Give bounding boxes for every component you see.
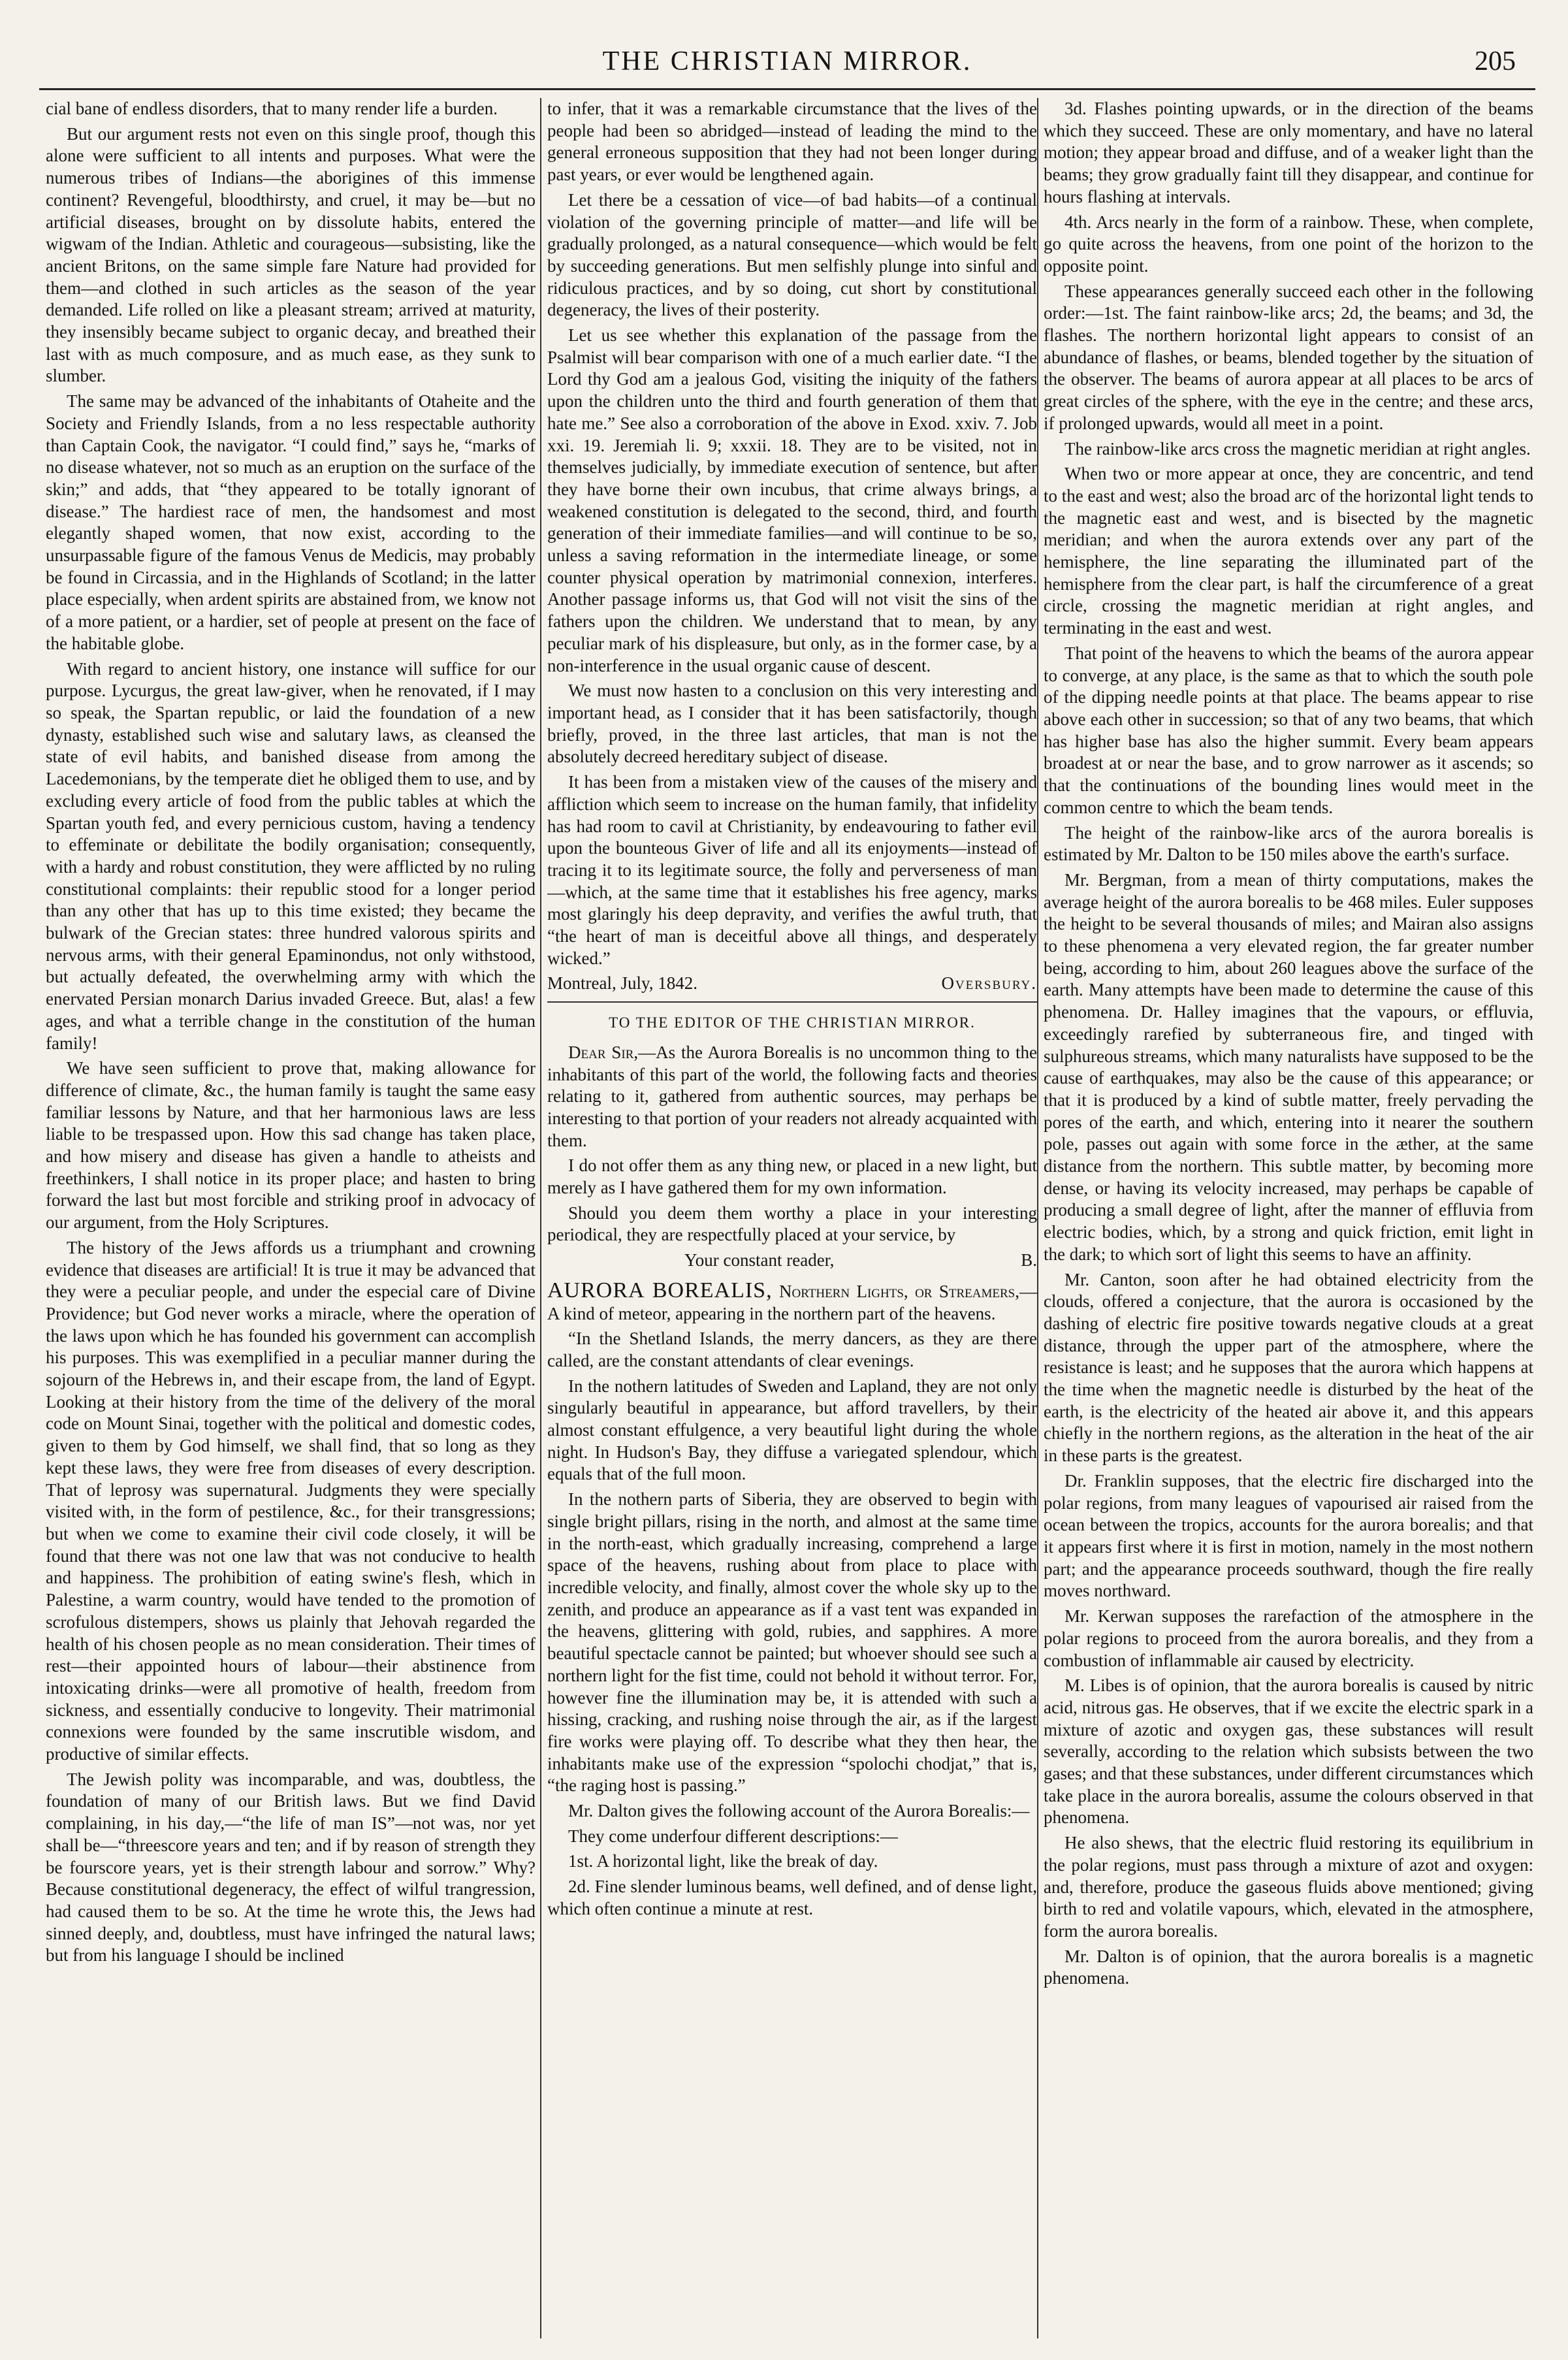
paragraph: Mr. Canton, soon after he had obtained electricity from the clouds, offered a conjecture, that the aurora is occasioned by the dashing of electric fire positive towards negative clouds at a great distance, through the upper part of the atmosphere, where the resistance is least; and he supposes that the aurora which happens at the time when the magnetic needle is disturbed by the heat of the earth, is the electricity of the heated air above it, and this appears chiefly in the northern regions, as the alteration in the heat of the air in these parts is the greatest.: [1044, 1269, 1533, 1466]
entry-heading: [547, 1280, 1037, 1325]
author-signature: Oversbury.: [941, 973, 1037, 994]
entry-paragraph: “In the Shetland Islands, the merry dancers, as they are there called, are the constant attendants of clear evenings.: [547, 1329, 1037, 1370]
column-left: [46, 98, 536, 2332]
entry-paragraph: In the nothern latitudes of Sweden and Lapland, they are not only singularly beautiful in appearance, but afford travellers, by their almost constant effulgence, a very beautiful light during the whole night. In Hudson's Bay, they diffuse a variegated splendour, which equals that of the full moon.: [547, 1376, 1037, 1484]
column-divider: [540, 98, 541, 2338]
paragraph: The history of the Jews affords us a triumphant and crowning evidence that diseases are artificial! It is true it may be advanced that they were a peculiar people, and under the especial care of Divine Providence; but God never works a miracle, where the operation of the laws upon which he has founded his government can accomplish his purposes. This was exemplified in a peculiar manner during the sojourn of the Hebrews in, and their escape from, the land of Egypt. Looking at their history from the time of the delivery of the moral code on Mount Sinai, together with the political and domestic codes, given to them by God himself, we shall find, that so long as they kept these laws, they were free from diseases of every description. That of leprosy was supernatural. Judgments they were specially visited with, in the form of pestilence, &c., for their transgressions; but when we come to examine their civil code closely, it will be found that there was not one law that was not conducive to health and happiness. The prohibition of eating swine's flesh, which in Palestine, a warm country, would have tended to the promotion of scrofulous distempers, shows us plainly that Jehovah regarded the health of his chosen people as no mean consideration. Their times of rest—their appointed hours of labour—their abstinence from intoxicating drinks—were all promotive of health, freedom from sickness, and essentially conducive to longevity. Their matrimonial connexions were founded by the same inscrutible wisdom, and productive of similar effects.: [46, 1237, 536, 1764]
entry-definition: —A kind of meteor, appearing in the northern part of the heavens.: [547, 1281, 1037, 1323]
descriptions-intro: They come underfour different descriptions:—: [568, 1826, 898, 1846]
letter-text: —As the Aurora Borealis is no uncommon thing to the inhabitants of this part of the world, the following facts and theories relating to it, gathered from authentic sources, may perhaps be interesting to that portion of your readers not already acquainted with them.: [547, 1042, 1037, 1150]
letter-paragraph: I do not offer them as any thing new, or placed in a new light, but merely as I have gathered them for my own information.: [547, 1156, 1037, 1198]
description-item: 1st. A horizontal light, like the break of day.: [568, 1851, 878, 1871]
paragraph: With regard to ancient history, one instance will suffice for our purpose. Lycurgus, the great law-giver, when he renovated, if I may so speak, the Spartan republic, or laid the foundation of a new dynasty, established such wise and salutary laws, as cleansed the state of evil habits, and banished disease from among the Lacedemonians, by the temperate diet he obliged them to use, and by excluding every article of food from the public tables at which the Spartan youth fed, and every pernicious custom, having a tendency to effeminate or debilitate the bodily organisation; consequently, with a hardy and robust constitution, they were afflicted by no ruling constitutional complaints: their republic stood for a longer period than any other that has up to this time existed; they became the bulwark of the Grecian states: three hundred valorous spirits and nervous arms, with their general Epaminondus, not only withstood, but actually defeated, the overwhelming army with which the enervated Persian monarch Darius invaded Greece. But, alas! a few ages, and what a terrible change in the constitution of the human family!: [46, 658, 536, 1053]
letter-paragraph: [547, 1042, 1037, 1152]
letter-signature: B.: [1021, 1250, 1037, 1270]
entry-alt-names: Northern Lights, or Streamers,: [779, 1281, 1019, 1301]
paragraph: M. Libes is of opinion, that the aurora borealis is caused by nitric acid, nitrous gas. He observes, that if we excite the electric spark in a mixture of azotic and oxygen gas, these substances will result severally, according to the relation which subsists between the two gases; and that these substances, under different circumstances which take place in the aurora borealis, assume the colours observed in that phenomena.: [1044, 1675, 1533, 1828]
paragraph: 3d. Flashes pointing upwards, or in the direction of the beams which they succeed. These are only momentary, and have no lateral motion; they appear broad and diffuse, and of a weaker light than the beams; they grow gradually faint till they disappear, and continue for hours flashing at intervals.: [1044, 99, 1533, 206]
description-item: 2d. Fine slender luminous beams, well defined, and of dense light, which often continue a minute at rest.: [547, 1877, 1037, 1918]
letter-heading: TO THE EDITOR OF THE CHRISTIAN MIRROR.: [609, 1014, 976, 1031]
paragraph: Let us see whether this explanation of the passage from the Psalmist will bear comparison with one of a much earlier date. “I the Lord thy God am a jealous God, visiting the iniquity of the fathers upon the children unto the third and fourth generation of them that hate me.” See also a corroboration of the above in Exod. xxiv. 7. Job xxi. 19. Jeremiah li. 9; xxxii. 18. They are to be visited, not in themselves judicially, by immediate execution of sentence, but after they have borne their own incubus, that crime always brings, a weakened constitution is delegated to the second, third, and fourth generation of their immediate families—and will continue to be so, unless a saving reformation in the intermediate lineage, or some counter physical operation by matrimonial connexion, interferes. Another passage informs us, that God will not visit the sins of the fathers upon the children. We understand that to mean, by any peculiar mark of his displeasure, but only, as in the former case, by a non-interference in the usual organic cause of descent.: [547, 325, 1037, 675]
paragraph: Dr. Franklin supposes, that the electric fire discharged into the polar regions, from many leagues of vapourised air raised from the ocean between the tropics, accounts for the aurora borealis; and that it appears first where it is first in motion, namely in the most nothern part; and the appearance proceeds southward, though the fire really moves northward.: [1044, 1470, 1533, 1601]
paragraph: The same may be advanced of the inhabitants of Otaheite and the Society and Friendly Islands, from a no less respectable authority than Captain Cook, the navigator. “I could find,” says he, “marks of no disease whatever, not so much as an eruption on the surface of the skin;” and adds, that “they appeared to be totally ignorant of disease.” The hardiest race of men, the handsomest and most elegantly shaped women, that now exist, according to the unsurpassable figure of the famous Venus de Medicis, may probably be found in Circassia, and in the Highlands of Scotland; in the latter place especially, when ardent spirits are abstained from, we know not of a more patient, or a hardier, set of people at present on the face of the habitable globe.: [46, 391, 536, 653]
running-head: [46, 46, 1529, 91]
section-rule: [547, 1001, 1037, 1003]
paragraph: Mr. Bergman, from a mean of thirty computations, makes the average height of the aurora borealis to be 468 miles. Euler supposes the height to be several thousands of miles; and Mairan also assigns to these phenomena a very elevated region, the far greater number being, according to him, about 260 leagues above the surface of the earth. Many attempts have been made to determine the cause of this phenomena. Dr. Halley imagines that the vapours, or effluvia, exceedingly rarefied by subterraneous fire, and tinged with sulphureous streams, which many naturalists have supposed to be the cause of earthquakes, may also be the cause of this appearance; or that it is produced by a kind of subtle matter, freely pervading the pores of the earth, and which, entering into it nearer the southern pole, passes out again with some force in the æther, at the same distance from the northern. This subtle matter, by becoming more dense, or having its velocity increased, may perhaps be capable of producing a small degree of light, after the manner of effluvia from electric bodies, which, by a strong and quick friction, emit light in the dark; to which sort of light this seems to have an affinity.: [1044, 869, 1533, 1264]
paragraph: That point of the heavens to which the beams of the aurora appear to converge, at any place, is the same as that to which the south pole of the dipping needle points at that place. The beams appear to rise above each other in succession; so that of any two beams, that which has higher base has also the higher summit. Every beam appears broadest at or near the base, and to grow narrower as it ascends; so that the continuations of the bounding lines would meet in the common centre to which the beam tends.: [1044, 643, 1533, 817]
entry-paragraph: Mr. Dalton gives the following account of the Aurora Borealis:—: [568, 1801, 1030, 1821]
letter-greeting: Dear Sir,: [568, 1042, 639, 1062]
closing-text: Your constant reader,: [684, 1250, 835, 1270]
paragraph: We have seen sufficient to prove that, making allowance for difference of climate, &c., the human family is taught the same easy familiar lessons by Nature, and that her harmonious laws are less liable to be trespassed upon. How this sad change has taken place, and how misery and disease has given a handle to atheists and freethinkers, I shall notice in its proper place; and hasten to bring forward the last but most forcible and striking proof in advocacy of our argument, from the Holy Scriptures.: [46, 1058, 536, 1233]
paragraph: cial bane of endless disorders, that to many render life a burden.: [46, 99, 498, 118]
entry-paragraph: In the nothern parts of Siberia, they are observed to begin with single bright pillars, rising in the north, and almost at the same time in the north-east, which gradually increasing, comprehend a large space of the heavens, rushing about from place to place with incredible velocity, and finally, almost cover the whole sky up to the zenith, and produce an appearance as if a vast tent was expanded in the heavens, glittering with gold, rubies, and sapphires. A more beautiful spectacle cannot be painted; but whoever should see such a northern light for the fist time, could not behold it without terror. For, however fine the illumination may be, it is attended with such a hissing, cracking, and rushing noise through the air, as if the largest fire works were playing off. To describe what they then hear, the inhabitants make use of the expression “spolochi chodjat,” that is, “the raging host is passing.”: [547, 1489, 1037, 1796]
running-title: THE CHRISTIAN MIRROR.: [602, 46, 972, 76]
paragraph: Let there be a cessation of vice—of bad habits—of a continual violation of the governing principle of matter—and life will be gradually prolonged, as a natural consequence—which would be felt by succeeding generations. But men selfishly plunge into sinful and ridiculous practices, and by so doing, cut short by constitutional degeneracy, the lives of their posterity.: [547, 189, 1037, 320]
header-rule: [39, 88, 1535, 90]
paragraph: We must now hasten to a conclusion on this very interesting and important head, as I consider that it has been satisfactorily, though briefly, proved, in the three last articles, that man is not the absolutely decreed hereditary subject of disease.: [547, 681, 1037, 767]
paragraph: These appearances generally succeed each other in the following order:—1st. The faint rainbow-like arcs; 2d, the beams; and 3d, the flashes. The northern horizontal light appears to consist of an abundance of flashes, or beams, blended together by the situation of the observer. The beams of aurora appear at all places to be arcs of great circles of the sphere, with the eye in the centre; and these arcs, if prolonged upwards, would all meet in a point.: [1044, 281, 1533, 433]
column-middle: [547, 98, 1037, 2332]
place-date: Montreal, July, 1842.: [547, 973, 697, 994]
paragraph: Mr. Kerwan supposes the rarefaction of the atmosphere in the polar regions to proceed from the aurora borealis, and they from a combustion of inflammable air caused by electricity.: [1044, 1606, 1533, 1670]
paragraph: to infer, that it was a remarkable circumstance that the lives of the people had been so abridged—instead of leading the mind to the general erroneous supposition that they had not been longer during past years, or ever would be lengthened again.: [547, 99, 1037, 185]
column-divider: [1037, 98, 1038, 2338]
entry-title: AURORA BOREALIS,: [547, 1278, 773, 1302]
paragraph: He also shews, that the electric fluid restoring its equilibrium in the polar regions, must pass through a mixture of azot and oxygen: and, therefore, produce the gaseous fluids above mentioned; giving birth to red and volatile vapours, which, elevated in the atmosphere, form the aurora borealis.: [1044, 1833, 1533, 1941]
paragraph: But our argument rests not even on this single proof, though this alone were sufficient to all intents and purposes. What were the numerous tribes of Indians—the aborigines of this immense continent? Revengeful, bloodthirsty, and cruel, it may be—but no artificial diseases, brought on by dissolute habits, entered the wigwam of the Indian. Athletic and courageous—subsisting, like the ancient Britons, on the same simple fare Nature had provided for them—and clothed in such articles as the season of the year demanded. Life rolled on like a pleasant stream; arrived at maturity, they insensibly became subject to organic decay, and breathed their last with as much composure, and as much ease, as they sunk to slumber.: [46, 123, 536, 386]
page-number: 205: [1475, 46, 1516, 76]
paragraph: 4th. Arcs nearly in the form of a rainbow. These, when complete, go quite across the heavens, from one point of the horizon to the opposite point.: [1044, 212, 1533, 276]
column-right: [1044, 98, 1533, 2332]
paragraph: Mr. Dalton is of opinion, that the aurora borealis is a magnetic phenomena.: [1044, 1946, 1533, 1988]
letter-signoff: [547, 973, 1037, 995]
paragraph: The Jewish polity was incomparable, and was, doubtless, the foundation of many of our British laws. But we find David complaining, in his day,—“the life of man IS”—not was, nor yet shall be—“threescore years and ten; and if by reason of strength they be fourscore years, yet is their strength labour and sorrow.” Why? Because constitutional degeneracy, the effect of wilful trangression, had caused them to be so. At the time he wrote this, the Jews had sinned deeply, and, doubtless, must have infringed the natural laws; but from his language I should be inclined: [46, 1769, 536, 1965]
paragraph: The height of the rainbow-like arcs of the aurora borealis is estimated by Mr. Dalton to be 150 miles above the earth's surface.: [1044, 822, 1533, 865]
letter-closing: [547, 1250, 1037, 1272]
paragraph: It has been from a mistaken view of the causes of the misery and affliction which seem to increase on the human family, that infidelity has had room to cavil at Christianity, by endeavouring to father evil upon the bounteous Giver of life and all its enjoyments—instead of tracing it to its legitimate source, the folly and perverseness of man—which, at the same time that it establishes his free agency, marks most glaringly his deep depravity, and verifies the awful truth, that “the heart of man is deceitful above all things, and desperately wicked.”: [547, 772, 1037, 968]
paragraph: When two or more appear at once, they are concentric, and tend to the east and west; also the broad arc of the horizontal light tends to the magnetic east and west, and is bisected by the magnetic meridian; and when the aurora extends over any part of the hemisphere, the line separating the illuminated part of the hemisphere from the clear part, is half the circumference of a great circle, crossing the magnetic meridian at right angles, and terminating in the east and west.: [1044, 464, 1533, 638]
paragraph: The rainbow-like arcs cross the magnetic meridian at right angles.: [1064, 438, 1531, 459]
letter-paragraph: Should you deem them worthy a place in your interesting periodical, they are respectfully placed at your service, by: [547, 1203, 1037, 1245]
